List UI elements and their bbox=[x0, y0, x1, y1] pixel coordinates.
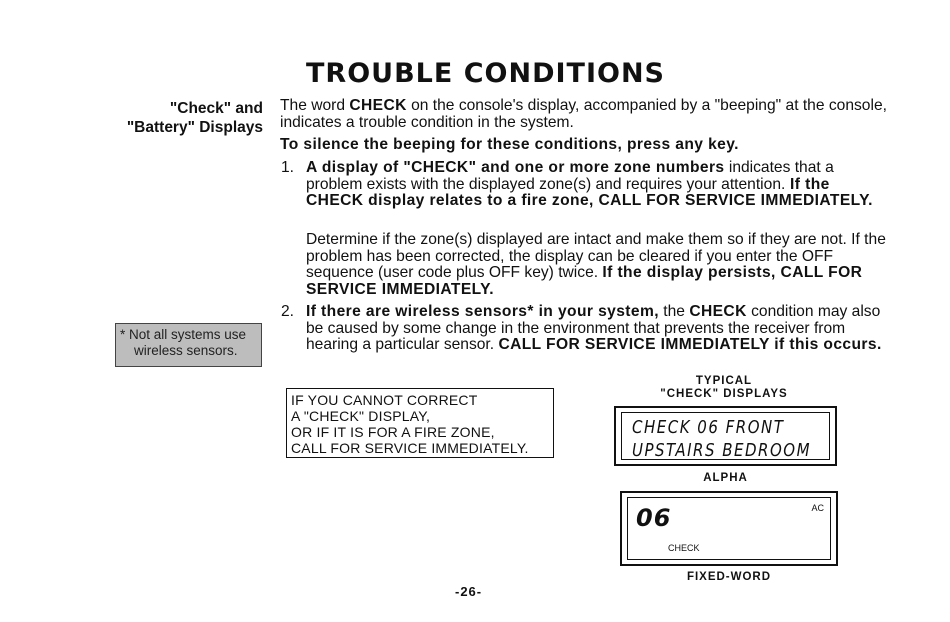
silence-instruction: To silence the beeping for these conditions, press any key. bbox=[280, 136, 739, 153]
warning-line-3: OR IF IT IS FOR A FIRE ZONE, bbox=[291, 424, 495, 440]
intro-paragraph bbox=[280, 98, 890, 131]
warning-line-4: CALL FOR SERVICE IMMEDIATELY. bbox=[291, 440, 529, 456]
intro-text-1: The word bbox=[280, 97, 350, 114]
page-title: TROUBLE CONDITIONS bbox=[306, 58, 665, 89]
fixed-ac-indicator: AC bbox=[811, 503, 824, 513]
fixed-word-display-label: FIXED-WORD bbox=[686, 571, 772, 583]
item-1-number: 1. bbox=[281, 159, 295, 176]
wireless-footnote-box bbox=[115, 323, 262, 367]
alpha-display-label: ALPHA bbox=[703, 472, 748, 484]
fixed-word-display-illustration bbox=[620, 491, 838, 566]
item-2-text-1: the bbox=[658, 303, 690, 320]
item-2-bold-2: CHECK bbox=[689, 303, 747, 320]
item-1-text-2: Determine if the zone(s) displayed are intact and make them so if they are not. If the problem has been corrected, the display can be cleared if you enter the OFF sequence (user code plus OFF key) twice. bbox=[306, 231, 886, 281]
alpha-display-illustration bbox=[614, 406, 837, 466]
typical-displays-heading bbox=[614, 375, 834, 401]
side-heading-line-2: "Battery" Displays bbox=[126, 119, 263, 136]
intro-text-2: on the console's display, accompanied by a "beeping" at the console, indicates a trouble condition in the system. bbox=[280, 97, 887, 131]
typical-line-2: "CHECK" DISPLAYS bbox=[660, 388, 788, 400]
item-2-text-2: condition may also be caused by some change in the environment that prevents the receiver from hearing a particular sensor. bbox=[306, 303, 881, 353]
section-side-heading bbox=[70, 99, 263, 137]
item-2-paragraph bbox=[306, 304, 890, 354]
alpha-lcd-screen bbox=[621, 412, 830, 460]
footnote-line-2: wireless sensors. bbox=[134, 343, 238, 358]
service-warning-box bbox=[286, 388, 554, 458]
side-heading-line-1: "Check" and bbox=[169, 100, 263, 117]
fixed-zone-number: 06 bbox=[636, 504, 672, 532]
item-1-paragraph-2 bbox=[306, 232, 890, 298]
fixed-lcd-screen bbox=[627, 497, 831, 560]
alpha-lcd-line-2: UPSTAIRS BEDROOM bbox=[632, 439, 812, 461]
item-1-bold-1: A display of "CHECK" and one or more zone numbers bbox=[306, 159, 725, 176]
intro-bold-check: CHECK bbox=[349, 97, 407, 114]
item-2-bold-1: If there are wireless sensors* in your system, bbox=[306, 303, 659, 320]
item-1-bold-2: If the CHECK display relates to a fire zone, CALL FOR SERVICE IMMEDIATELY. bbox=[306, 175, 873, 209]
item-1-text-1: indicates that a problem exists with the displayed zone(s) and requires your attention. bbox=[306, 159, 834, 193]
page-number: -26- bbox=[455, 584, 483, 599]
typical-line-1: TYPICAL bbox=[695, 375, 753, 387]
item-1-paragraph bbox=[306, 160, 890, 210]
warning-line-1: IF YOU CANNOT CORRECT bbox=[291, 392, 478, 408]
warning-line-2: A "CHECK" DISPLAY, bbox=[291, 408, 431, 424]
item-1-bold-3: If the display persists, CALL FOR SERVICE IMMEDIATELY. bbox=[306, 264, 863, 298]
item-2-number: 2. bbox=[281, 303, 295, 320]
item-2-bold-3: CALL FOR SERVICE IMMEDIATELY if this occurs. bbox=[498, 336, 882, 353]
alpha-lcd-line-1: CHECK 06 FRONT bbox=[632, 416, 785, 438]
footnote-line-1: * Not all systems use bbox=[120, 327, 247, 342]
fixed-check-indicator: CHECK bbox=[668, 543, 700, 553]
